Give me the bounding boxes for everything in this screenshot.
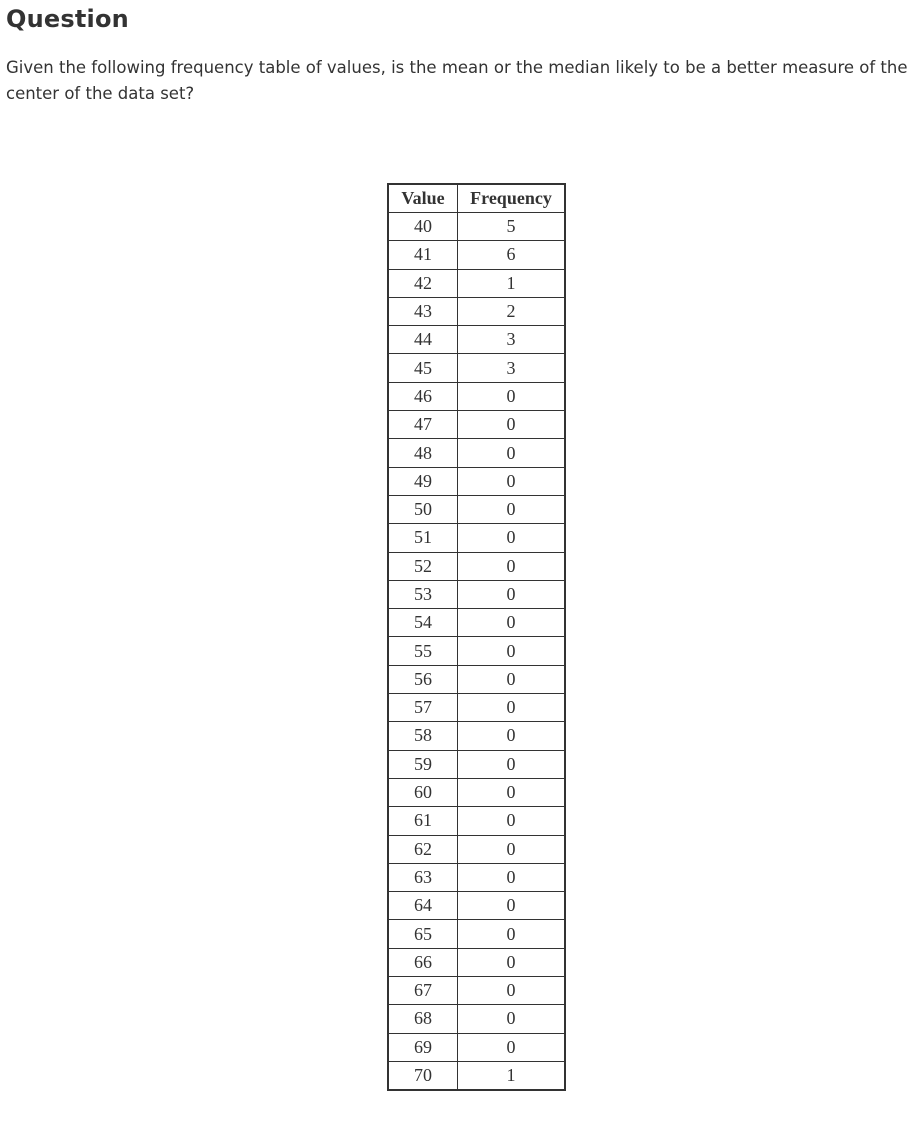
frequency-cell: 0: [458, 1033, 566, 1061]
value-cell: 51: [388, 524, 458, 552]
table-row: [388, 863, 565, 891]
table-row: [388, 807, 565, 835]
table-row: [388, 920, 565, 948]
value-cell: 68: [388, 1005, 458, 1033]
table-row: [388, 722, 565, 750]
table-row: [388, 835, 565, 863]
frequency-cell: 0: [458, 665, 566, 693]
value-cell: 48: [388, 439, 458, 467]
value-cell: 42: [388, 269, 458, 297]
value-cell: 64: [388, 892, 458, 920]
table-row: [388, 241, 565, 269]
value-cell: 59: [388, 750, 458, 778]
table-row: [388, 778, 565, 806]
value-cell: 56: [388, 665, 458, 693]
frequency-cell: 0: [458, 637, 566, 665]
table-row: [388, 637, 565, 665]
value-cell: 54: [388, 609, 458, 637]
frequency-cell: 3: [458, 354, 566, 382]
value-cell: 66: [388, 948, 458, 976]
value-cell: 45: [388, 354, 458, 382]
frequency-cell: 0: [458, 948, 566, 976]
table-row: [388, 665, 565, 693]
table-row: [388, 524, 565, 552]
frequency-table: [387, 183, 566, 1091]
frequency-cell: 0: [458, 807, 566, 835]
table-row: [388, 977, 565, 1005]
table-row: [388, 467, 565, 495]
question-text: Given the following frequency table of values, is the mean or the median likely to be a better measure of the center of the data set?: [6, 58, 908, 103]
value-cell: 62: [388, 835, 458, 863]
table-row: [388, 609, 565, 637]
frequency-cell: 0: [458, 439, 566, 467]
value-cell: 50: [388, 495, 458, 523]
table-body: [388, 213, 565, 1091]
header-frequency: Frequency: [458, 184, 566, 213]
frequency-cell: 0: [458, 835, 566, 863]
value-cell: 67: [388, 977, 458, 1005]
frequency-cell: 0: [458, 892, 566, 920]
frequency-cell: 0: [458, 467, 566, 495]
table-header-row: [388, 184, 565, 213]
table-row: [388, 1033, 565, 1061]
frequency-cell: 5: [458, 213, 566, 241]
frequency-cell: 0: [458, 722, 566, 750]
value-cell: 58: [388, 722, 458, 750]
frequency-cell: 0: [458, 580, 566, 608]
table-row: [388, 694, 565, 722]
value-cell: 57: [388, 694, 458, 722]
value-cell: 49: [388, 467, 458, 495]
value-cell: 44: [388, 326, 458, 354]
table-row: [388, 269, 565, 297]
value-cell: 60: [388, 778, 458, 806]
table-row: [388, 326, 565, 354]
value-cell: 43: [388, 297, 458, 325]
table-row: [388, 892, 565, 920]
table-row: [388, 411, 565, 439]
value-cell: 69: [388, 1033, 458, 1061]
table-row: [388, 213, 565, 241]
frequency-cell: 0: [458, 750, 566, 778]
table-row: [388, 354, 565, 382]
table-row: [388, 382, 565, 410]
value-cell: 63: [388, 863, 458, 891]
value-cell: 40: [388, 213, 458, 241]
table-row: [388, 552, 565, 580]
frequency-cell: 6: [458, 241, 566, 269]
header-value: Value: [388, 184, 458, 213]
value-cell: 46: [388, 382, 458, 410]
frequency-cell: 1: [458, 269, 566, 297]
frequency-cell: 0: [458, 552, 566, 580]
frequency-cell: 3: [458, 326, 566, 354]
frequency-cell: 0: [458, 382, 566, 410]
frequency-cell: 0: [458, 694, 566, 722]
frequency-cell: 1: [458, 1061, 566, 1090]
value-cell: 53: [388, 580, 458, 608]
question-title: Question: [6, 5, 129, 33]
table-row: [388, 495, 565, 523]
value-cell: 41: [388, 241, 458, 269]
table-row: [388, 439, 565, 467]
value-cell: 65: [388, 920, 458, 948]
value-cell: 55: [388, 637, 458, 665]
frequency-cell: 0: [458, 977, 566, 1005]
frequency-cell: 0: [458, 1005, 566, 1033]
value-cell: 47: [388, 411, 458, 439]
frequency-cell: 0: [458, 609, 566, 637]
table-row: [388, 297, 565, 325]
table-row: [388, 750, 565, 778]
frequency-cell: 0: [458, 920, 566, 948]
frequency-cell: 2: [458, 297, 566, 325]
frequency-cell: 0: [458, 524, 566, 552]
table-row: [388, 580, 565, 608]
frequency-cell: 0: [458, 411, 566, 439]
value-cell: 61: [388, 807, 458, 835]
frequency-cell: 0: [458, 863, 566, 891]
frequency-cell: 0: [458, 778, 566, 806]
table-row: [388, 1061, 565, 1090]
value-cell: 52: [388, 552, 458, 580]
table-row: [388, 948, 565, 976]
table-row: [388, 1005, 565, 1033]
frequency-cell: 0: [458, 495, 566, 523]
value-cell: 70: [388, 1061, 458, 1090]
